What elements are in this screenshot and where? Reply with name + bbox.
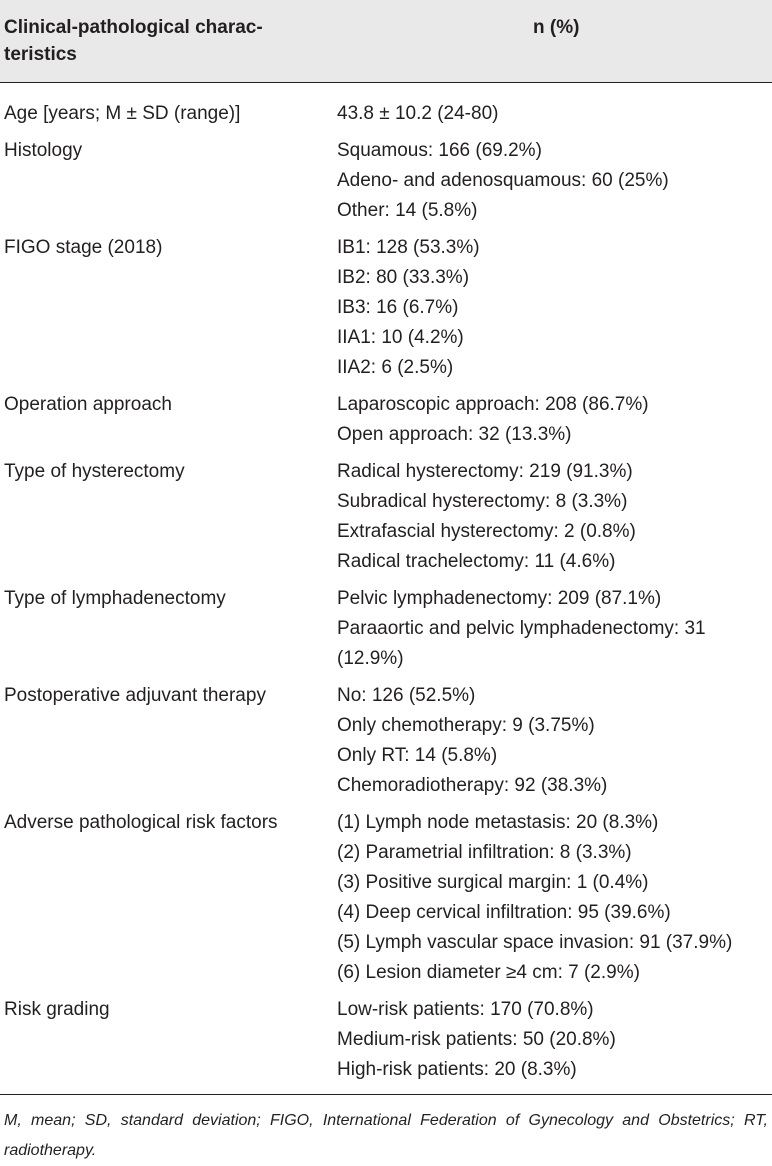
row-values xyxy=(337,136,772,226)
row-value: Paraaortic and pelvic lymphadenectomy: 31 (12.9%) xyxy=(337,618,706,669)
table-row xyxy=(0,457,772,577)
row-values xyxy=(337,995,772,1085)
table-row xyxy=(0,681,772,801)
row-label: Type of hysterectomy xyxy=(4,461,185,482)
row-value: Squamous: 166 (69.2%) xyxy=(337,140,542,161)
row-label: FIGO stage (2018) xyxy=(4,237,163,258)
header-characteristics xyxy=(4,14,324,68)
header-characteristics-line1: Clinical-pathological charac- xyxy=(4,17,263,38)
table-row xyxy=(0,99,772,129)
row-values xyxy=(337,457,772,577)
row-value: IB1: 128 (53.3%) xyxy=(337,237,480,258)
row-values xyxy=(337,681,772,801)
row-value: (5) Lymph vascular space invasion: 91 (37.9%) xyxy=(337,932,733,953)
row-value: (2) Parametrial infiltration: 8 (3.3%) xyxy=(337,842,632,863)
row-value: 43.8 ± 10.2 (24-80) xyxy=(337,103,499,124)
row-value: Pelvic lymphadenectomy: 209 (87.1%) xyxy=(337,588,662,609)
row-value: (4) Deep cervical infiltration: 95 (39.6%) xyxy=(337,902,671,923)
row-value: (1) Lymph node metastasis: 20 (8.3%) xyxy=(337,812,659,833)
row-value: Open approach: 32 (13.3%) xyxy=(337,424,572,445)
row-value: No: 126 (52.5%) xyxy=(337,685,476,706)
row-label: Age [years; M ± SD (range)] xyxy=(4,103,241,124)
row-value: Radical hysterectomy: 219 (91.3%) xyxy=(337,461,633,482)
table-row xyxy=(0,995,772,1085)
table-body xyxy=(0,83,772,1085)
row-value: Only RT: 14 (5.8%) xyxy=(337,745,498,766)
row-value: Only chemotherapy: 9 (3.75%) xyxy=(337,715,595,736)
row-value: Medium-risk patients: 50 (20.8%) xyxy=(337,1029,616,1050)
row-values xyxy=(337,390,772,450)
row-value: Extrafascial hysterectomy: 2 (0.8%) xyxy=(337,521,636,542)
row-value: IIA1: 10 (4.2%) xyxy=(337,327,464,348)
table-row xyxy=(0,233,772,383)
header-n-percent: n (%) xyxy=(533,17,580,38)
row-value: Other: 14 (5.8%) xyxy=(337,200,478,221)
row-value: IIA2: 6 (2.5%) xyxy=(337,357,454,378)
table-row xyxy=(0,808,772,988)
table-row xyxy=(0,584,772,674)
row-values xyxy=(337,808,772,988)
table-row xyxy=(0,390,772,450)
row-value: IB2: 80 (33.3%) xyxy=(337,267,470,288)
header-characteristics-line2: teristics xyxy=(4,44,77,65)
table-row xyxy=(0,136,772,226)
row-values xyxy=(337,233,772,383)
row-value: Subradical hysterectomy: 8 (3.3%) xyxy=(337,491,628,512)
row-value: Low-risk patients: 170 (70.8%) xyxy=(337,999,594,1020)
row-values xyxy=(337,99,772,129)
row-value: Chemoradiotherapy: 92 (38.3%) xyxy=(337,775,608,796)
row-value: High-risk patients: 20 (8.3%) xyxy=(337,1059,577,1080)
row-label: Operation approach xyxy=(4,394,172,415)
row-label: Risk grading xyxy=(4,999,110,1020)
row-label: Type of lymphadenectomy xyxy=(4,588,226,609)
row-value: IB3: 16 (6.7%) xyxy=(337,297,459,318)
row-values xyxy=(337,584,772,674)
row-value: (3) Positive surgical margin: 1 (0.4%) xyxy=(337,872,649,893)
row-label: Postoperative adjuvant therapy xyxy=(4,685,266,706)
row-label: Adverse pathological risk factors xyxy=(4,812,278,833)
row-value: Radical trachelectomy: 11 (4.6%) xyxy=(337,551,616,572)
row-label: Histology xyxy=(4,140,83,161)
row-value: Adeno- and adenosquamous: 60 (25%) xyxy=(337,170,669,191)
table-footnote: M, mean; SD, standard deviation; FIGO, International Federation of Gynecology and Obstetrics; RT, radiotherapy. xyxy=(4,1112,768,1159)
row-value: Laparoscopic approach: 208 (86.7%) xyxy=(337,394,649,415)
table-header xyxy=(0,0,772,83)
row-value: (6) Lesion diameter ≥4 cm: 7 (2.9%) xyxy=(337,962,640,983)
